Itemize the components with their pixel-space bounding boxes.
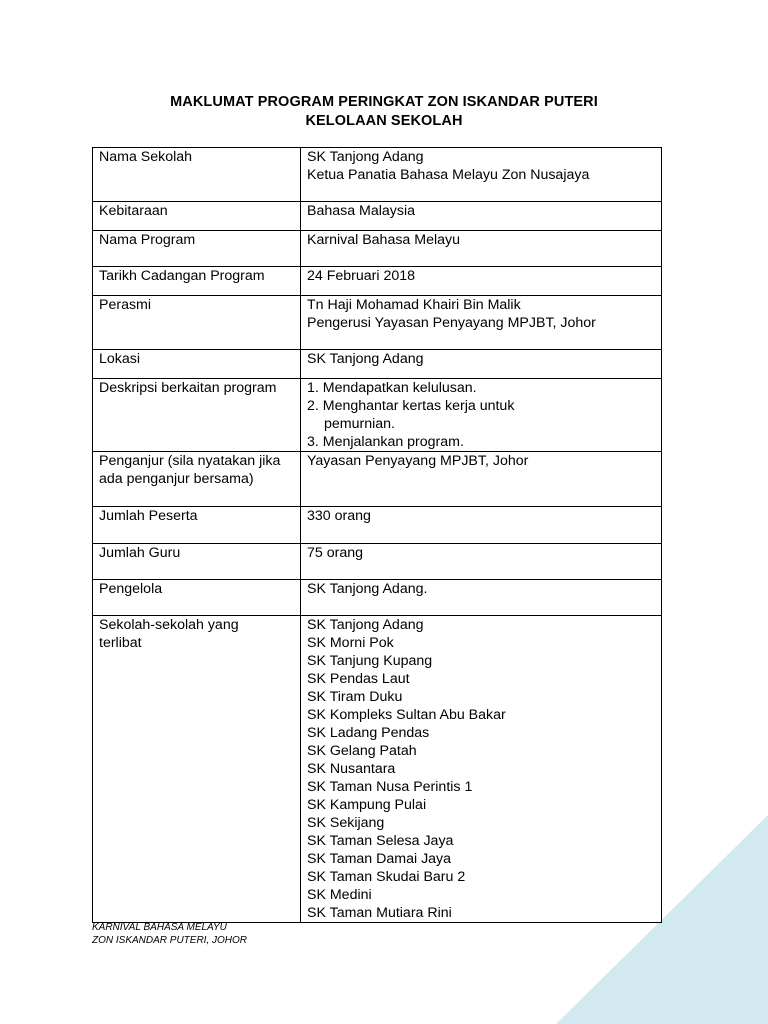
table-row [93,231,662,267]
table-row [93,507,662,544]
school-item: SK Tanjung Kupang [307,653,433,669]
label-line: terlibat [99,635,142,651]
row-value [301,202,662,231]
row-value [301,148,662,202]
value-line: Yayasan Penyayang MPJBT, Johor [307,453,529,469]
school-item: SK Ladang Pendas [307,725,430,741]
school-item: SK Medini [307,887,372,903]
table-row [93,202,662,231]
row-value [301,616,662,923]
row-label: Nama Program [93,231,301,267]
table-row [93,616,662,923]
value-line: 75 orang [307,545,364,561]
value-line: pemurnian. [324,416,395,432]
table-row [93,544,662,580]
page-title: MAKLUMAT PROGRAM PERINGKAT ZON ISKANDAR PUTERI [170,94,598,110]
row-label: Lokasi [93,350,301,379]
label-line: ada penganjur bersama) [99,471,254,487]
row-label: Perasmi [93,296,301,350]
row-label: Kebitaraan [93,202,301,231]
row-value [301,267,662,296]
school-item: SK Taman Nusa Perintis 1 [307,779,473,795]
school-item: SK Tiram Duku [307,689,403,705]
school-item: SK Taman Mutiara Rini [307,905,452,921]
value-line: Karnival Bahasa Melayu [307,232,460,248]
program-info-table [92,147,662,923]
school-item: SK Nusantara [307,761,396,777]
row-label [93,452,301,507]
row-value [301,544,662,580]
row-label: Jumlah Peserta [93,507,301,544]
row-value [301,231,662,267]
table-row [93,296,662,350]
value-line: 24 Februari 2018 [307,268,416,284]
school-item: SK Taman Damai Jaya [307,851,452,867]
school-item: SK Tanjong Adang [307,617,424,633]
school-item: SK Kampung Pulai [307,797,427,813]
value-line: 3. Menjalankan program. [307,434,464,450]
label-line: Penganjur (sila nyatakan jika [99,453,281,469]
row-label [93,616,301,923]
row-label: Tarikh Cadangan Program [93,267,301,296]
school-item: SK Sekijang [307,815,385,831]
row-label: Jumlah Guru [93,544,301,580]
label-line: Sekolah-sekolah yang [99,617,239,633]
table-row [93,148,662,202]
footer-zone: ZON ISKANDAR PUTERI, JOHOR [92,935,248,946]
page-subtitle: KELOLAAN SEKOLAH [305,113,463,129]
table-row [93,350,662,379]
row-value [301,296,662,350]
school-item: SK Gelang Patah [307,743,417,759]
row-label: Deskripsi berkaitan program [93,379,301,452]
table-row [93,580,662,616]
table-row [93,267,662,296]
table-row [93,379,662,452]
school-item: SK Pendas Laut [307,671,410,687]
value-line: Tn Haji Mohamad Khairi Bin Malik [307,297,521,313]
row-label: Nama Sekolah [93,148,301,202]
row-value [301,452,662,507]
school-item: SK Kompleks Sultan Abu Bakar [307,707,506,723]
school-item: SK Taman Selesa Jaya [307,833,454,849]
value-line: 1. Mendapatkan kelulusan. [307,380,477,396]
value-line: SK Tanjong Adang [307,149,424,165]
row-value [301,507,662,544]
value-line: 330 orang [307,508,371,524]
school-item: SK Morni Pok [307,635,394,651]
value-line: SK Tanjong Adang. [307,581,428,597]
value-line: SK Tanjong Adang [307,351,424,367]
value-line: Pengerusi Yayasan Penyayang MPJBT, Johor [307,315,596,331]
row-value [301,379,662,452]
row-value [301,580,662,616]
footer-program: KARNIVAL BAHASA MELAYU [92,922,227,933]
value-line: 2. Menghantar kertas kerja untuk [307,398,515,414]
row-label: Pengelola [93,580,301,616]
value-line: Ketua Panatia Bahasa Melayu Zon Nusajaya [307,167,590,183]
table-row [93,452,662,507]
school-item: SK Taman Skudai Baru 2 [307,869,466,885]
row-value [301,350,662,379]
value-line: Bahasa Malaysia [307,203,416,219]
